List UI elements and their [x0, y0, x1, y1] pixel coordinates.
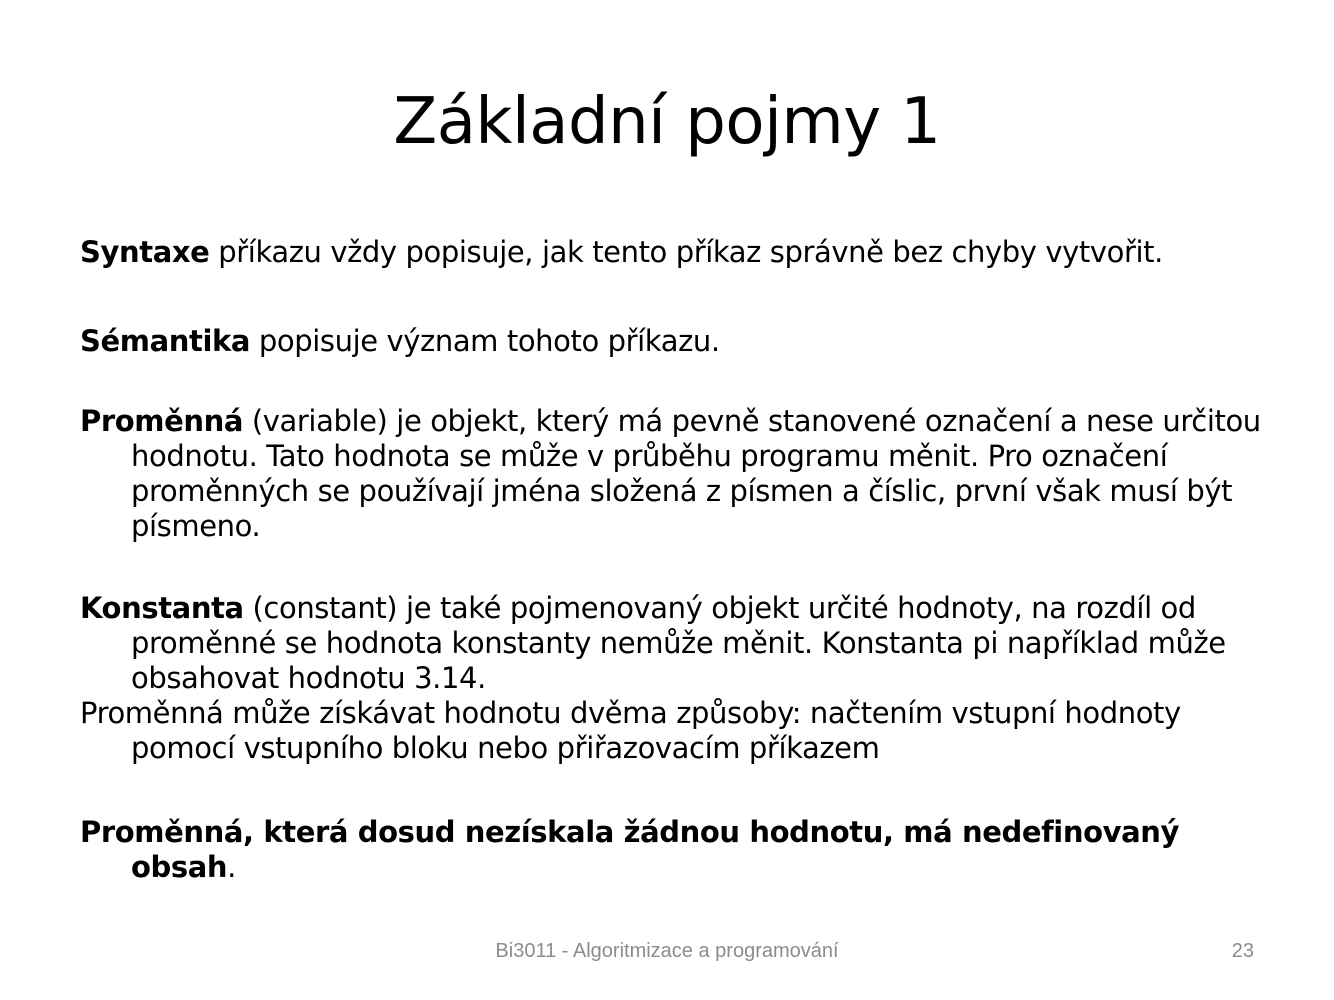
slide-title: Základní pojmy 1	[393, 85, 941, 159]
text-promenna: (variable) je objekt, který má pevně stanovené označení a nese určitou hodnotu. Tato hodnota se může v průběhu programu měnit. Pro označení proměnných se používají jména složená z písmen a číslic, první však musí být písmeno.	[131, 404, 1261, 543]
text-nedefinovany-suffix: .	[227, 850, 236, 884]
paragraph-nedefinovany	[80, 815, 1270, 885]
term-semantika: Sémantika	[80, 324, 251, 358]
paragraph-konstanta	[80, 591, 1270, 766]
text-nedefinovany-bold: Proměnná, která dosud nezískala žádnou hodnotu, má nedefinovaný obsah	[80, 815, 1180, 884]
term-promenna: Proměnná	[80, 404, 244, 438]
text-konstanta-continuation: Proměnná může získávat hodnotu dvěma způsoby: načtením vstupní hodnoty pomocí vstupního bloku nebo přiřazovacím příkazem	[80, 696, 1181, 765]
term-syntaxe: Syntaxe	[80, 235, 210, 269]
text-semantika: popisuje význam tohoto příkazu.	[250, 324, 720, 358]
term-konstanta: Konstanta	[80, 591, 244, 625]
text-syntaxe: příkazu vždy popisuje, jak tento příkaz správně bez chyby vytvořit.	[209, 235, 1163, 269]
footer-course-name: Bi3011 - Algoritmizace a programování	[495, 940, 839, 962]
paragraph-semantika	[80, 324, 1270, 359]
page-number: 23	[1231, 940, 1254, 962]
paragraph-promenna	[80, 404, 1270, 544]
text-konstanta: (constant) je také pojmenovaný objekt určité hodnoty, na rozdíl od proměnné se hodnota konstanty nemůže měnit. Konstanta pi například může obsahovat hodnotu 3.14.	[131, 591, 1226, 695]
paragraph-syntaxe	[80, 235, 1270, 270]
